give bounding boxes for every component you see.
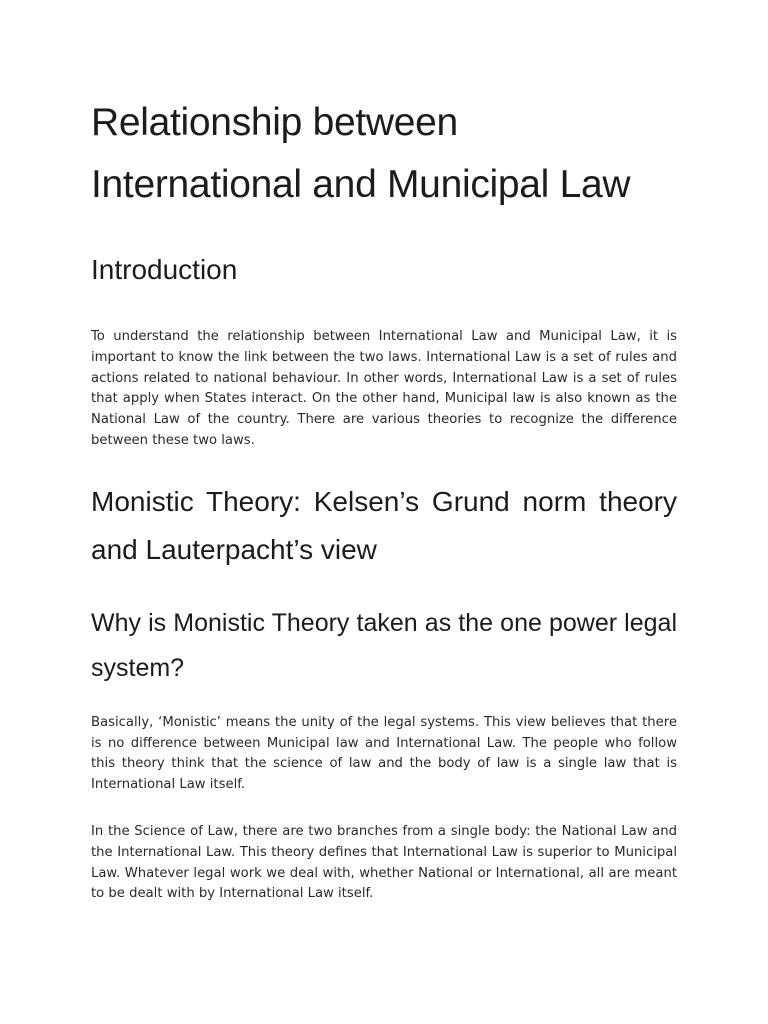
why-monistic-heading: Why is Monistic Theory taken as the one power legal system?: [91, 608, 677, 682]
document-page: [91, 92, 677, 905]
monistic-theory-heading: Monistic Theory: Kelsen’s Grund norm theory and Lauterpacht’s view: [91, 485, 677, 565]
document-title: Relationship between International and Municipal Law: [91, 101, 631, 206]
introduction-paragraph: To understand the relationship between International Law and Municipal Law, it is important to know the link between the two laws. International Law is a set of rules and actions related to national behaviour. In other words, International Law is a set of rules that apply when States interact. On the other hand, Municipal law is also known as the National Law of the country. There are various theories to recognize the difference between these two laws.: [91, 329, 677, 448]
introduction-heading: Introduction: [91, 254, 238, 285]
monistic-paragraph-2: In the Science of Law, there are two branches from a single body: the National Law and the International Law. This theory defines that International Law is superior to Municipal Law. Whatever legal work we deal with, whether National or International, all are meant to be dealt with by International Law itself.: [91, 823, 677, 902]
monistic-paragraph-1: Basically, ‘Monistic’ means the unity of the legal systems. This view believes that there is no difference between Municipal law and International Law. The people who follow this theory think that the science of law and the body of law is a single law that is International Law itself.: [91, 714, 677, 793]
